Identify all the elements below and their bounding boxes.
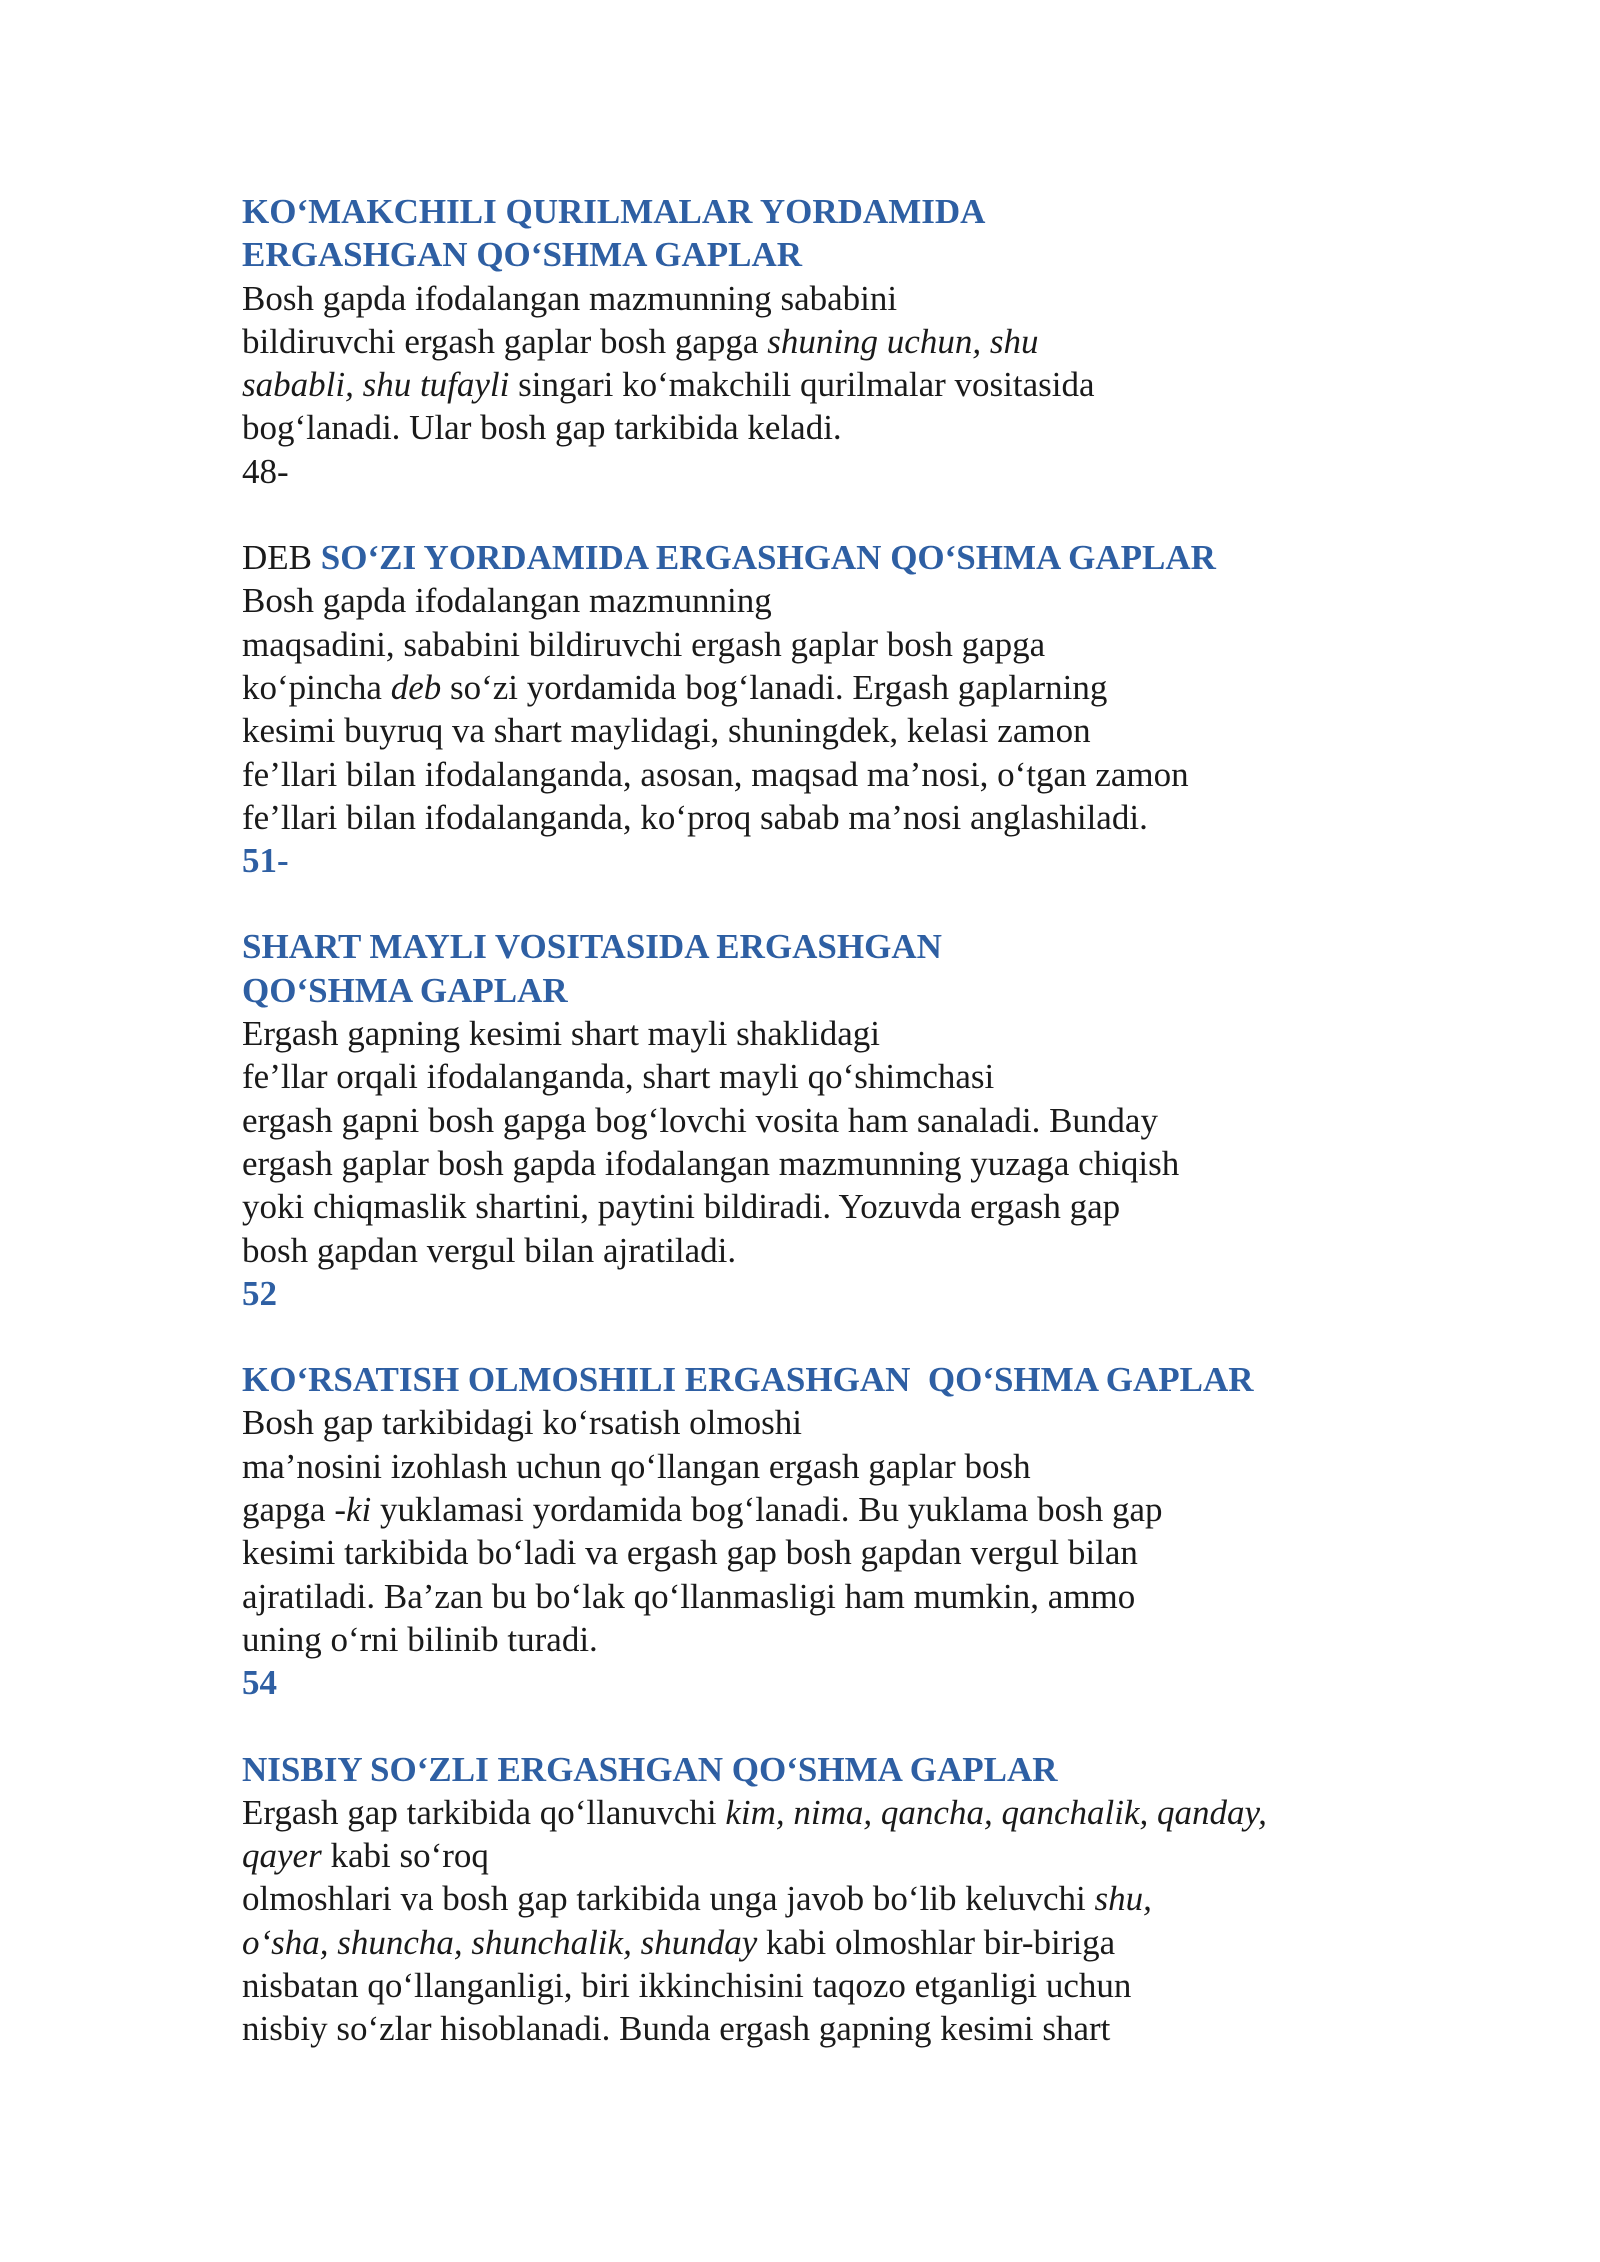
- paragraph-line: ko‘pincha deb so‘zi yordamida bog‘lanadi. Ergash gaplarning: [242, 667, 1108, 707]
- page-reference: 51-: [242, 841, 289, 881]
- paragraph-line: kesimi buyruq va shart maylidagi, shuningdek, kelasi zamon: [242, 711, 1091, 751]
- section-komakchili: [242, 190, 1442, 493]
- paragraph-line: ajratiladi. Ba’zan bu bo‘lak qo‘llanmasligi ham mumkin, ammo: [242, 1576, 1136, 1616]
- paragraph-line: Bosh gapda ifodalangan mazmunning: [242, 581, 772, 621]
- section-heading-line: KO‘RSATISH OLMOSHILI ERGASHGAN QO‘SHMA GAPLAR: [242, 1360, 1254, 1400]
- section-nisbiy-sozli: [242, 1748, 1442, 2051]
- paragraph-line: fe’llari bilan ifodalanganda, ko‘proq sabab ma’nosi anglashiladi.: [242, 797, 1148, 837]
- paragraph-line: qayer kabi so‘roq: [242, 1836, 489, 1876]
- paragraph-line: bildiruvchi ergash gaplar bosh gapga shuning uchun, shu: [242, 321, 1039, 361]
- paragraph-line: bog‘lanadi. Ular bosh gap tarkibida keladi.: [242, 408, 842, 448]
- paragraph-line: sababli, shu tufayli singari ko‘makchili qurilmalar vositasida: [242, 365, 1095, 405]
- paragraph-line: ergash gaplar bosh gapda ifodalangan mazmunning yuzaga chiqish: [242, 1143, 1180, 1183]
- paragraph-line: olmoshlari va bosh gap tarkibida unga javob bo‘lib keluvchi shu,: [242, 1879, 1152, 1919]
- paragraph-line: Bosh gapda ifodalangan mazmunning sababini: [242, 278, 898, 318]
- paragraph-line: gapga -ki yuklamasi yordamida bog‘lanadi. Bu yuklama bosh gap: [242, 1490, 1163, 1530]
- paragraph-line: uning o‘rni bilinib turadi.: [242, 1619, 598, 1659]
- paragraph-line: Bosh gap tarkibidagi ko‘rsatish olmoshi: [242, 1403, 802, 1443]
- paragraph-line: fe’llar orqali ifodalanganda, shart mayli qo‘shimchasi: [242, 1057, 995, 1097]
- page-reference: 52: [242, 1273, 277, 1313]
- section-deb: [242, 536, 1442, 882]
- section-heading-line: NISBIY SO‘ZLI ERGASHGAN QO‘SHMA GAPLAR: [242, 1749, 1058, 1789]
- paragraph-line: maqsadini, sababini bildiruvchi ergash gaplar bosh gapga: [242, 624, 1046, 664]
- section-heading-line: DEB SO‘ZI YORDAMIDA ERGASHGAN QO‘SHMA GAPLAR: [242, 538, 1216, 578]
- paragraph-line: ergash gapni bosh gapga bog‘lovchi vosita ham sanaladi. Bunday: [242, 1100, 1158, 1140]
- paragraph-line: o‘sha, shuncha, shunchalik, shunday kabi olmoshlar bir-biriga: [242, 1922, 1116, 1962]
- paragraph-line: kesimi tarkibida bo‘ladi va ergash gap bosh gapdan vergul bilan: [242, 1533, 1138, 1573]
- heading-prefix: DEB: [242, 538, 321, 578]
- paragraph-line: yoki chiqmaslik shartini, paytini bildiradi. Yozuvda ergash gap: [242, 1187, 1121, 1227]
- section-heading-line: ERGASHGAN QO‘SHMA GAPLAR: [242, 235, 803, 275]
- paragraph-line: fe’llari bilan ifodalanganda, asosan, maqsad ma’nosi, o‘tgan zamon: [242, 754, 1189, 794]
- document-page: [242, 190, 1442, 2094]
- paragraph-line: ma’nosini izohlash uchun qo‘llangan ergash gaplar bosh: [242, 1446, 1031, 1486]
- section-heading-line: KO‘MAKCHILI QURILMALAR YORDAMIDA: [242, 192, 986, 231]
- section-korsatish-olmoshili: [242, 1358, 1442, 1704]
- paragraph-line: bosh gapdan vergul bilan ajratiladi.: [242, 1230, 737, 1270]
- page-reference: 54: [242, 1663, 277, 1703]
- section-heading-line: SHART MAYLI VOSITASIDA ERGASHGAN: [242, 927, 942, 967]
- section-heading-line: QO‘SHMA GAPLAR: [242, 970, 568, 1010]
- page-reference: 48-: [242, 451, 289, 491]
- paragraph-line: Ergash gapning kesimi shart mayli shaklidagi: [242, 1014, 880, 1054]
- paragraph-line: Ergash gap tarkibida qo‘llanuvchi kim, nima, qancha, qanchalik, qanday,: [242, 1792, 1267, 1832]
- section-shart-mayli: [242, 925, 1442, 1315]
- paragraph-line: nisbiy so‘zlar hisoblanadi. Bunda ergash gapning kesimi shart: [242, 2009, 1111, 2049]
- paragraph-line: nisbatan qo‘llanganligi, biri ikkinchisini taqozo etganligi uchun: [242, 1965, 1132, 2005]
